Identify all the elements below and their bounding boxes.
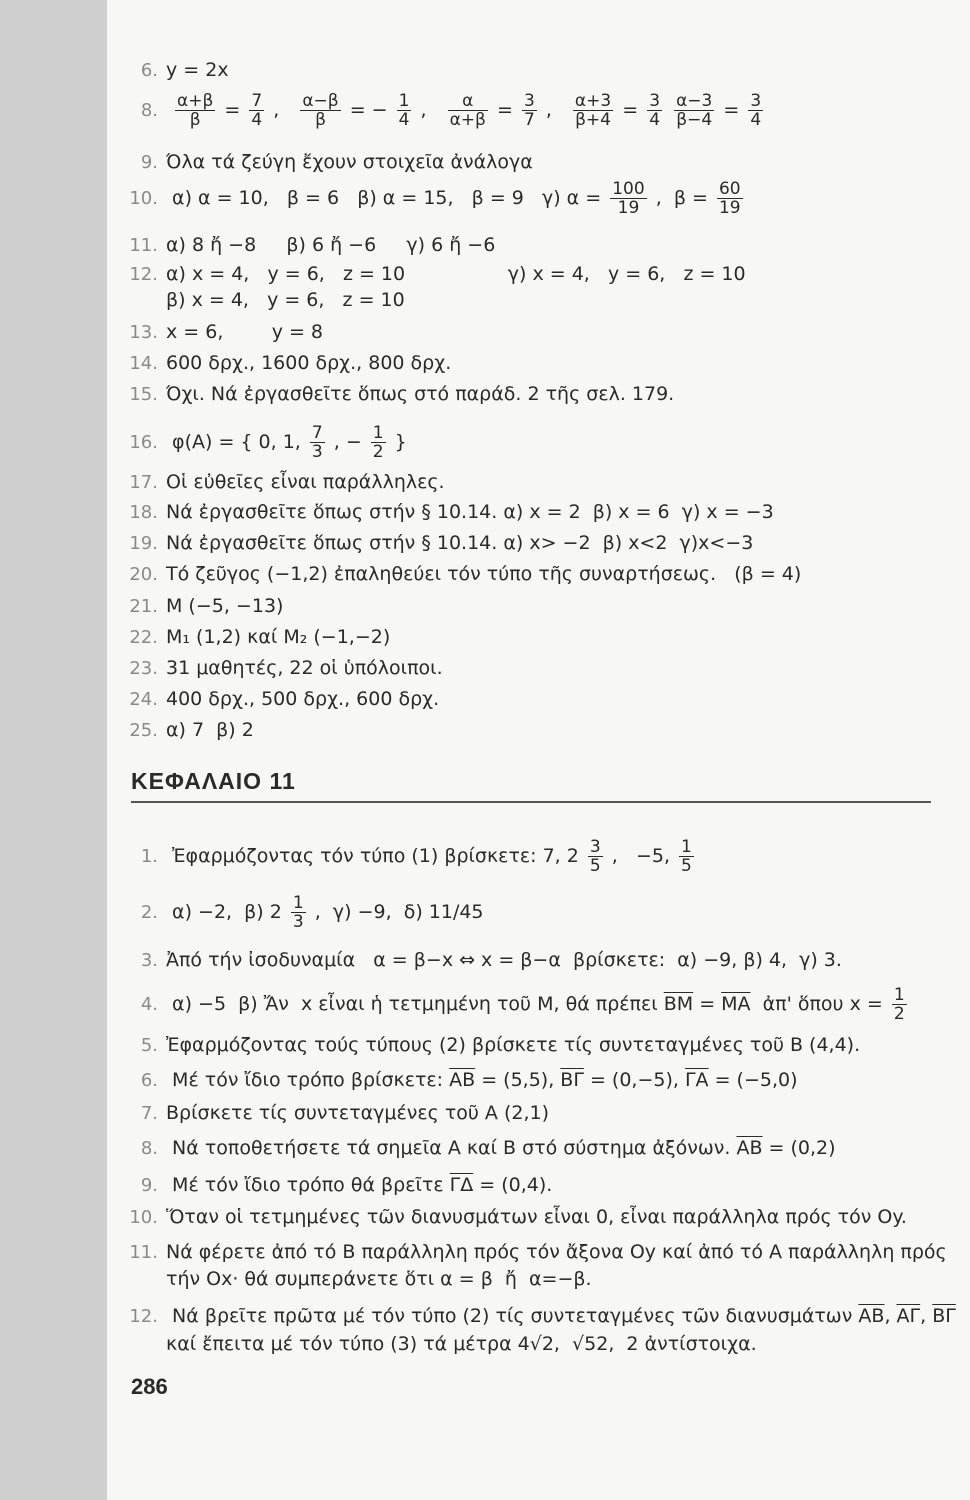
page-left-shadow [0,0,107,1500]
vector-ab: $\overline{AB}$ [858,1305,885,1327]
ch11-answer-12-line2: καί ἔπειτα μέ τόν τύπο (3) τά μέτρα 4√2, √52, 2 ἀντίστοιχα. [166,1333,757,1355]
fraction: $\frac{\alpha-\beta}{\beta}$ [302,91,339,130]
vector-bg: $\overline{B\Gamma}$ [560,1069,584,1091]
ch11-answer-7: 7. Βρίσκετε τίς συντεταγμένες τοῦ Α (2,1) [140,1102,550,1124]
answer-24: 24. 400 δρχ., 500 δρχ., 600 δρχ. [129,688,440,710]
fraction: $\frac{3}{4}$ [649,91,661,130]
answer-22: 22. Μ₁ (1,2) καί Μ₂ (−1,−2) [129,626,391,648]
answer-15: 15. Όχι. Νά ἐργασθεῖτε ὅπως στό παράδ. 2 τῆς σελ. 179. [129,383,675,405]
vector-ab: $\overline{AB}$ [449,1069,476,1091]
fraction: $\frac{3}{4}$ [750,91,762,130]
fraction: $\frac{7}{3}$ [311,423,323,462]
vector-ag: $\overline{A\Gamma}$ [896,1305,921,1327]
fraction: $\frac{1}{2}$ [893,985,905,1024]
vector-bg: $\overline{B\Gamma}$ [932,1305,956,1327]
fraction: $\frac{100}{19}$ [612,179,645,218]
answer-12: 12. α) x = 4, y = 6, z = 10 γ) x = 4, y = 6, z = 10 [129,263,746,285]
ch11-answer-11-line2: τήν Ox· θά συμπεράνετε ὅτι α = β ἤ α=−β. [166,1268,592,1290]
answer-13: 13. x = 6, y = 8 [129,321,324,343]
fraction: $\frac{1}{3}$ [292,893,304,932]
fraction: $\frac{1}{5}$ [681,837,692,876]
ch11-answer-12: 12. Νά βρεῖτε πρῶτα μέ τόν τύπο (2) τίς συντεταγμένες τῶν διανυσμάτων $\overline{AB}$, $\overline{A\Gamma}$, $\overline{B\Gamma}$ [129,1305,956,1327]
answer-25: 25. α) 7 β) 2 [129,719,254,741]
fraction: $\frac{1}{4}$ [398,91,410,130]
vector-ab: $\overline{AB}$ [736,1137,763,1159]
fraction: $\frac{7}{4}$ [251,91,263,130]
answer-8: 8. $\frac{\alpha+\beta}{\beta}$ = $\frac{7}{4}$ , $\frac{\alpha-\beta}{\beta}$ = − $\frac{1}{4}$ , $\frac{\alpha}{\alpha+\beta}$ = $\frac{3}{7}$ , $\frac{\alpha+3}{\beta+4}$ = $\frac{3}{4}$ $\frac{\alpha-3}{\beta-4}$ = $\frac{3}{4}$ [140,91,762,130]
ch11-answer-6: 6. Μέ τόν ἴδιο τρόπο βρίσκετε: $\overline{AB} = (5,5)$, $\overline{B\Gamma} = (0,-5)$, $\overline{\Gamma A} = (-5,0)$ [140,1069,798,1091]
ch11-answer-3: 3. Ἀπό τήν ἰσοδυναμία α = β−x ⇔ x = β−α βρίσκετε: α) −9, β) 4, γ) 3. [140,949,842,971]
fraction: $\frac{3}{5}$ [589,837,601,876]
answer-23: 23. 31 μαθητές, 22 οἱ ὑπόλοιποι. [129,657,443,679]
fraction: $\frac{\alpha+3}{\beta+4}$ [574,91,612,130]
answer-12-line2: β) x = 4, y = 6, z = 10 [166,289,405,311]
fraction: $\frac{3}{7}$ [523,91,535,130]
ch11-answer-8: 8. Νά τοποθετήσετε τά σημεῖα Α καί Β στό σύστημα ἀξόνων. $\overline{AB} = (0,2)$ [140,1137,836,1159]
ch11-answer-9: 9. Μέ τόν ἴδιο τρόπο θά βρεῖτε $\overline{\Gamma\Delta} = (0,4)$. [140,1174,553,1196]
fraction: $\frac{\alpha-3}{\beta-4}$ [676,91,713,130]
page-number: 286 [131,1374,168,1399]
answer-20: 20. Τό ζεῦγος (−1,2) ἐπαληθεύει τόν τύπο τῆς συναρτήσεως. (β = 4) [129,563,802,585]
chapter-title: ΚΕΦΑΛΑΙΟ 11 [131,768,296,794]
fraction: $\frac{\alpha}{\alpha+\beta}$ [449,91,486,130]
vector-ma: $\overline{MA}$ [721,993,751,1015]
ch11-answer-10: 10. Ὅταν οἱ τετμημένες τῶν διανυσμάτων εἶναι 0, εἶναι παράλληλα πρός τόν Oy. [129,1206,907,1228]
answer-14: 14. 600 δρχ., 1600 δρχ., 800 δρχ. [129,352,452,374]
ch11-answer-1: 1. Ἐφαρμόζοντας τόν τύπο (1) βρίσκετε: 7, 2 $\frac{3}{5}$ , −5, $\frac{1}{5}$ [140,837,692,876]
answer-10: 10. α) α = 10, β = 6 β) α = 15, β = 9 γ) α = $\frac{100}{19}$ , β = $\frac{60}{19}$ [129,179,741,218]
answer-11: 11. α) 8 ἤ −8 β) 6 ἤ −6 γ) 6 ἤ −6 [129,234,496,256]
ch11-answer-2: 2. α) −2, β) 2 $\frac{1}{3}$ , γ) −9, δ) 11/45 [140,893,484,932]
ch11-answer-4: 4. α) −5 β) Ἄν x εἶναι ἡ τετμημένη τοῦ Μ, θά πρέπει $\overline{BM} = \overline{MA}$ ἀπ' ὅπου x = $\frac{1}{2}$ [140,985,905,1024]
ch11-answer-11: 11. Νά φέρετε ἀπό τό Β παράλληλη πρός τόν ἄξονα Oy καί ἀπό τό Α παράλληλη πρός [129,1241,947,1263]
fraction: $\frac{60}{19}$ [718,179,741,218]
fraction: $\frac{\alpha+\beta}{\beta}$ [177,91,214,130]
chapter-divider [131,801,931,803]
answer-16: 16. φ(Α) = { 0, 1, $\frac{7}{3}$ , − $\frac{1}{2}$ } [129,423,407,462]
vector-bm: $\overline{BM}$ [663,993,694,1015]
answer-6: 6. y = 2x [140,59,229,81]
answer-9: 9. Όλα τά ζεύγη ἔχουν στοιχεῖα ἀνάλογα [140,151,533,173]
vector-gd: $\overline{\Gamma\Delta}$ [449,1174,474,1196]
answer-18: 18. Νά ἐργασθεῖτε ὅπως στήν § 10.14. α) x = 2 β) x = 6 γ) x = −3 [129,501,774,523]
vector-ga: $\overline{\Gamma A}$ [684,1069,709,1091]
fraction: $\frac{1}{2}$ [372,423,384,462]
ch11-answer-5: 5. Ἐφαρμόζοντας τούς τύπους (2) βρίσκετε τίς συντεταγμένες τοῦ Β (4,4). [140,1034,861,1056]
answer-19: 19. Νά ἐργασθεῖτε ὅπως στήν § 10.14. α) x> −2 β) x<2 γ)x<−3 [129,532,754,554]
answer-17: 17. Οἱ εὐθεῖες εἶναι παράλληλες. [129,471,445,493]
answer-21: 21. Μ (−5, −13) [129,595,284,617]
